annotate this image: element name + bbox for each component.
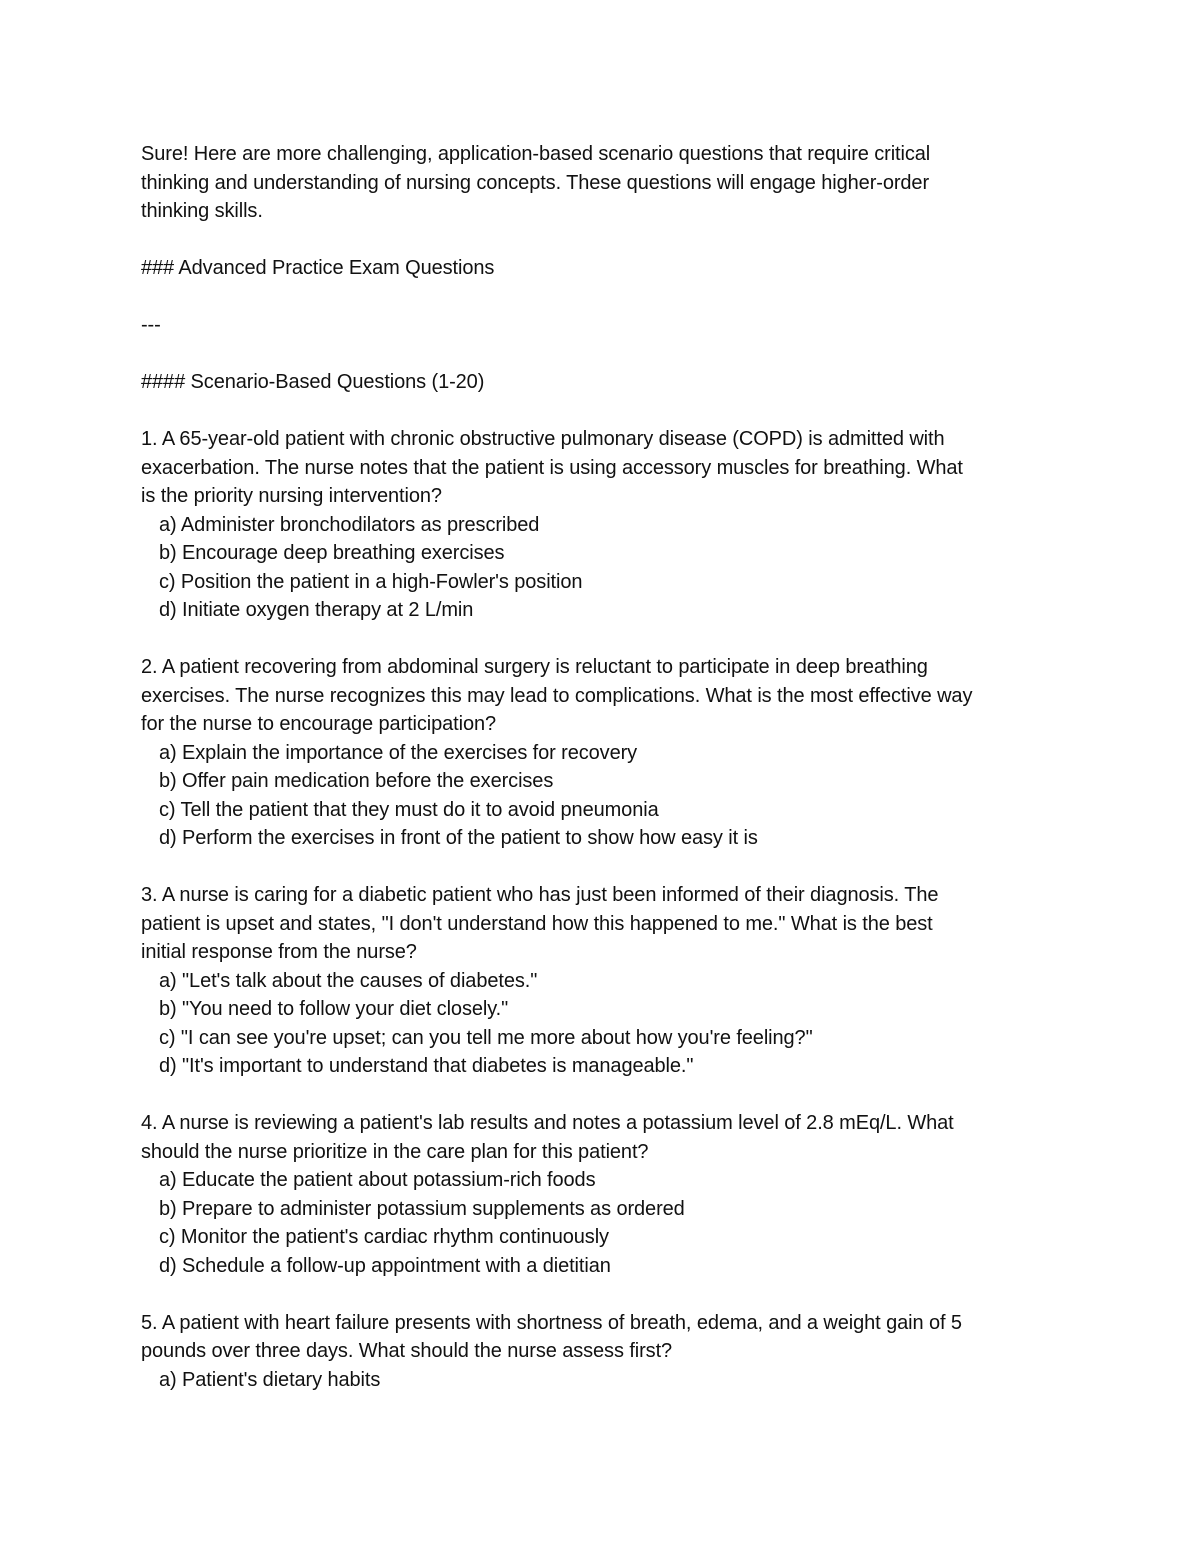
answer-option: c) Tell the patient that they must do it to avoid pneumonia (159, 798, 659, 821)
answer-option: a) Educate the patient about potassium-rich foods (159, 1169, 596, 1191)
intro-paragraph (141, 140, 1061, 226)
question-stem-line: pounds over three days. What should the nurse assess first? (141, 1340, 673, 1362)
question-stem-line: exercises. The nurse recognizes this may lead to complications. What is the most effective way (141, 684, 973, 707)
question-stem-line: for the nurse to encourage participation? (141, 713, 497, 735)
question-stem-line: 3. A nurse is caring for a diabetic patient who has just been informed of their diagnosis. The (141, 884, 939, 906)
question-1 (141, 425, 1061, 625)
intro-line: Sure! Here are more challenging, application-based scenario questions that require critical (141, 143, 931, 165)
document-content (141, 140, 1061, 1423)
answer-option: a) "Let's talk about the causes of diabetes." (159, 969, 538, 992)
question-3 (141, 881, 1061, 1081)
intro-line: thinking skills. (141, 200, 263, 222)
question-4 (141, 1109, 1061, 1280)
question-stem-line: is the priority nursing intervention? (141, 485, 442, 507)
answer-option: b) "You need to follow your diet closely." (159, 998, 509, 1020)
intro-line: thinking and understanding of nursing concepts. These questions will engage higher-order (141, 171, 930, 194)
question-5 (141, 1309, 1061, 1395)
answer-option: b) Offer pain medication before the exercises (159, 770, 554, 792)
answer-option: a) Explain the importance of the exercises for recovery (159, 741, 638, 764)
answer-option: a) Administer bronchodilators as prescribed (159, 513, 540, 536)
answer-option: b) Encourage deep breathing exercises (159, 542, 505, 564)
separator-text: --- (141, 314, 161, 336)
answer-option: c) Monitor the patient's cardiac rhythm continuously (159, 1226, 609, 1248)
section-heading-text: ### Advanced Practice Exam Questions (141, 257, 495, 279)
question-stem-line: 5. A patient with heart failure presents with shortness of breath, edema, and a weight gain of 5 (141, 1311, 962, 1334)
question-stem-line: 1. A 65-year-old patient with chronic obstructive pulmonary disease (COPD) is admitted with (141, 428, 945, 450)
question-stem-line: patient is upset and states, "I don't understand how this happened to me." What is the best (141, 912, 933, 935)
question-stem-line: 2. A patient recovering from abdominal surgery is reluctant to participate in deep breathing (141, 656, 928, 678)
answer-option: d) Initiate oxygen therapy at 2 L/min (159, 599, 474, 621)
answer-option: d) Schedule a follow-up appointment with a dietitian (159, 1254, 611, 1277)
question-stem-line: exacerbation. The nurse notes that the patient is using accessory muscles for breathing. What (141, 456, 963, 479)
answer-option: b) Prepare to administer potassium supplements as ordered (159, 1197, 685, 1220)
question-stem-line: 4. A nurse is reviewing a patient's lab results and notes a potassium level of 2.8 mEq/L. What (141, 1112, 954, 1134)
answer-option: d) Perform the exercises in front of the patient to show how easy it is (159, 827, 758, 849)
subsection-heading (141, 368, 1061, 397)
answer-option: a) Patient's dietary habits (159, 1368, 381, 1391)
section-heading (141, 254, 1061, 283)
answer-option: c) "I can see you're upset; can you tell me more about how you're feeling?" (159, 1026, 813, 1049)
question-stem-line: initial response from the nurse? (141, 941, 417, 963)
separator (141, 311, 1061, 340)
answer-option: d) "It's important to understand that diabetes is manageable." (159, 1055, 694, 1077)
question-stem-line: should the nurse prioritize in the care plan for this patient? (141, 1140, 649, 1163)
question-2 (141, 653, 1061, 853)
answer-option: c) Position the patient in a high-Fowler's position (159, 570, 583, 593)
subsection-heading-text: #### Scenario-Based Questions (1-20) (141, 371, 485, 393)
